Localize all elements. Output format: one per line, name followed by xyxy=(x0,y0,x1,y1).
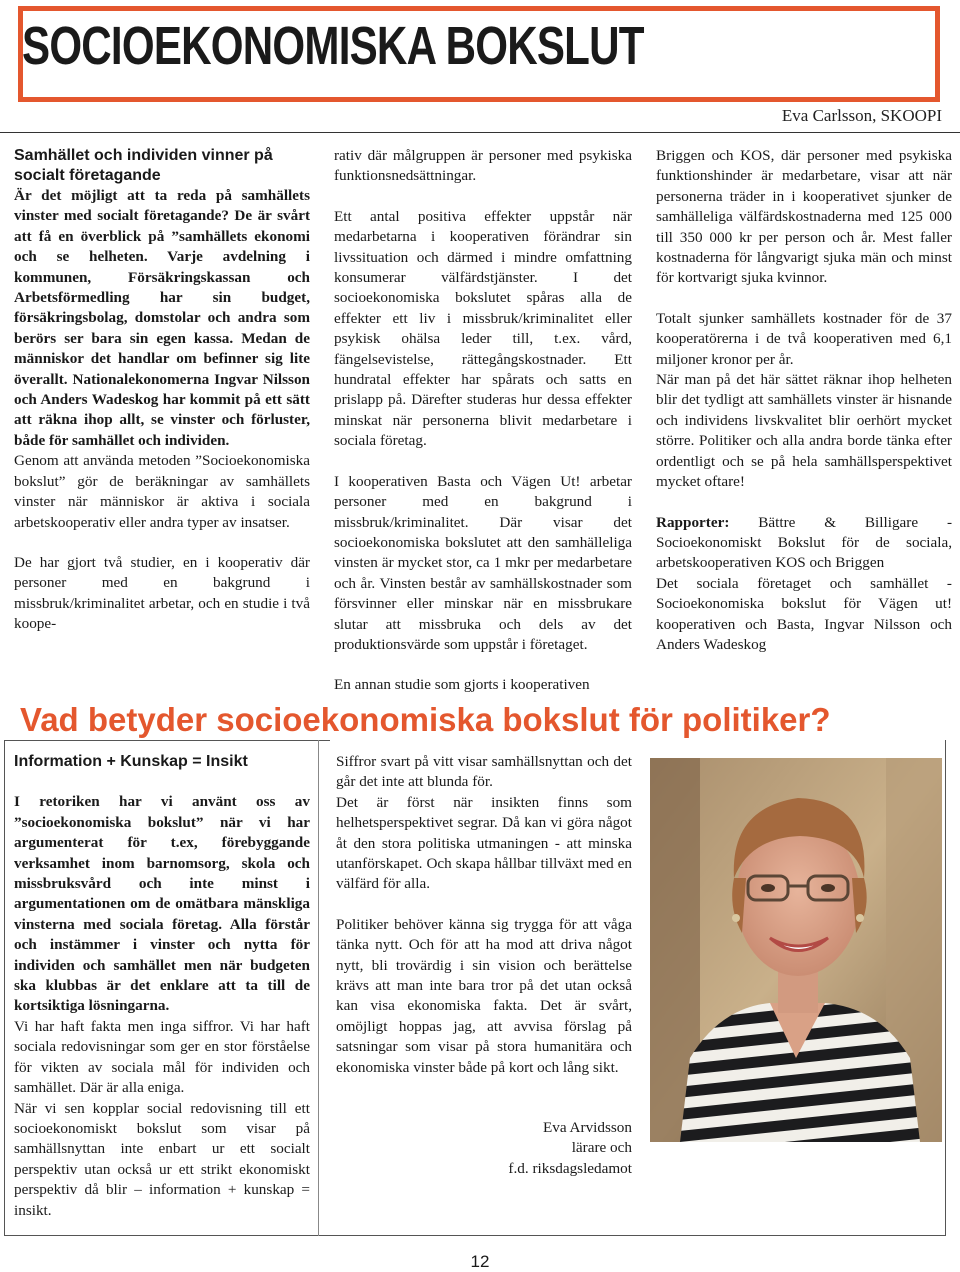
reports-text: Bättre & Billigare - Socioekonomiskt Bokslut för de sociala, arbetskooperativen KOS och Briggen xyxy=(656,513,952,572)
paragraph: Siffror svart på vitt visar samhällsnyttan och det går det inte att blunda för. xyxy=(336,753,632,791)
paragraph: En annan studie som gjorts i kooperativen xyxy=(334,676,590,694)
article-subhead: Samhället och individen vinner på socialt företagande xyxy=(14,147,273,184)
reports-label: Rapporter: xyxy=(656,513,730,531)
paragraph: När man på det här sättet räknar ihop helheten blir det tydligt att samhällets vinster är hisnande och individens livskvalitet blir oerhört mycket större. Politiker och alla andra borde tänka efter ordentligt och se på hela samhällsperspektivet mycket oftare! xyxy=(656,371,952,491)
paragraph: I kooperativen Basta och Vägen Ut! arbetar personer med en bakgrund i missbruk/kriminalitet. Där visar det socioekonomiska bokslutet att den samhälleliga vinsten är mycket stor, ca 1 mkr per medarbetare och år. Vinsten består av samhällskostnader som försvinner eller minskar när en missbrukare slutar att missbruka och dels av det produktionsvärde som uppstår i företaget. xyxy=(334,472,632,653)
paragraph: Det är först när insikten finns som helhetsperspektivet segrar. Då kan vi göra något åt den stora politiska utmaningen - att minska utanförskapet. Och skapa hållbar tillväxt med en välfärd för alla. xyxy=(336,793,632,893)
article-column-2 xyxy=(334,146,632,696)
section-title: Vad betyder socioekonomiska bokslut för politiker? xyxy=(20,701,831,738)
article-lead: Är det möjligt att ta reda på samhällets vinster med socialt företagande? De är svårt att få en överblick på ”samhällets ekonomi och se helheten. Varje avdelning i kommunen, Försäkringskassan och Arbetsförmedling har sin budget, försäkringsbolag, domstolar och andra som berörs ser bara sin egen kassa. Medan de människor det handlar om befinner sig lite överallt. Nationalekonomerna Ingvar Nilsson och Anders Wadeskog har kommit på ett sätt att räkna ihop allt, se vinster och förluster, både för samhället och individen. xyxy=(14,187,310,449)
paragraph: De har gjort två studier, en i kooperativ där personer med en bakgrund i missbruk/kriminalitet arbetar, och en studie i två koope- xyxy=(14,553,310,633)
signature xyxy=(336,1118,632,1179)
opinion-column-2 xyxy=(336,752,632,1078)
info-heading: Information + Kunskap = Insikt xyxy=(14,753,248,770)
page-title: SOCIOEKONOMISKA BOKSLUT xyxy=(22,16,644,76)
column-divider xyxy=(318,740,319,1236)
article-column-1 xyxy=(14,146,310,635)
paragraph: Vi har haft fakta men inga siffror. Vi har haft sociala redovisningar som ger en stor förståelse för vikten av sociala mål för individen och samhället. Där är alla eniga. xyxy=(14,1017,310,1097)
opinion-lead: I retoriken har vi använt oss av ”socioekonomiska bokslut” när vi har argumenterat för t.ex, förebyggande verksamhet inom barnomsorg, skola och missbruksvård och inte minst i argumentationen om de omätbara mänskliga vinsterna med sociala företag. Alla förstår och instämmer i vinster och nytta för individen och samhället men när budgeten ska klubbas är det enklare att ta till de kortsiktiga lösningarna. xyxy=(14,793,310,1015)
signature-role: f.d. riksdagsledamot xyxy=(508,1159,632,1177)
paragraph: När vi sen kopplar social redovisning till ett socioekonomiskt bokslut som visar på samhällsnyttan inte enbart ur ett socialt perspektiv utan också ur ett strikt ekonomiskt perspektiv då blir – information + kunskap = insikt. xyxy=(14,1099,310,1219)
reports-paragraph xyxy=(656,513,952,574)
article-column-3 xyxy=(656,146,952,655)
paragraph: Ett antal positiva effekter uppstår när medarbetarna i kooperativen förändrar sin livssituation och därmed i mindre omfattning konsumerar välfärdstjänster. I det socioekonomiska bokslutet spåras alla de effekter ett liv i missbruk/kriminalitet eller psykisk ohälsa leder till, t.ex. vård, fängelsevistelse, rättegångskostnader. Ett hundratal effekter har spårats och satts en prislapp på. Därefter studeras hur dessa effekter minskat när personerna blivit medarbetare i sociala företag. xyxy=(334,207,632,450)
divider xyxy=(0,132,960,133)
page-number: 12 xyxy=(470,1252,490,1271)
opinion-column-1 xyxy=(14,752,310,1221)
paragraph: Briggen och KOS, där personer med psykiska funktionshinder är medarbetare, visar att när personerna träder in i kooperativet sjunker de samhälleliga välfärdskostnaderna med 125 000 till 350 000 kr per person och år. Mest faller kostnaderna för långvarigt sjuka män och minst för kortvarigt sjuka kvinnor. xyxy=(656,147,952,287)
signature-name: Eva Arvidsson xyxy=(542,1119,632,1136)
portrait-photo xyxy=(650,758,942,1142)
paragraph: rativ där målgruppen är personer med psykiska funktionsnedsättningar. xyxy=(334,147,632,185)
paragraph: Det sociala företaget och samhället - Socioekonomiska bokslut för Vägen ut! kooperativen och Basta, Ingvar Nilsson och Anders Wadeskog xyxy=(656,574,952,653)
paragraph: Politiker behöver känna sig trygga för att våga tänka nytt. Och för att ha mod att driva något nytt, bli trovärdig i sin vision och berättelse krävs att man inte bara tror på det utan också kan visa ekonomiska fakta. Det är svårt, omöjligt hoppas jag, att avvisa förslag på satsningar som visar på stora humanitära och ekonomiska vinster både på kort och lång sikt. xyxy=(336,915,632,1076)
paragraph: Genom att använda metoden ”Socioekonomiska bokslut” gör de beräkningar av samhällets vinster när människor är aktiva i sociala arbetskooperativ eller andra typer av insatser. xyxy=(14,452,310,531)
signature-role: lärare och xyxy=(571,1139,632,1157)
paragraph: Totalt sjunker samhällets kostnader för de 37 kooperatörerna i de två kooperativen med 6,1 miljoner kronor per år. xyxy=(656,309,952,368)
byline: Eva Carlsson, SKOOPI xyxy=(781,106,942,125)
frame-top-line xyxy=(4,740,330,741)
